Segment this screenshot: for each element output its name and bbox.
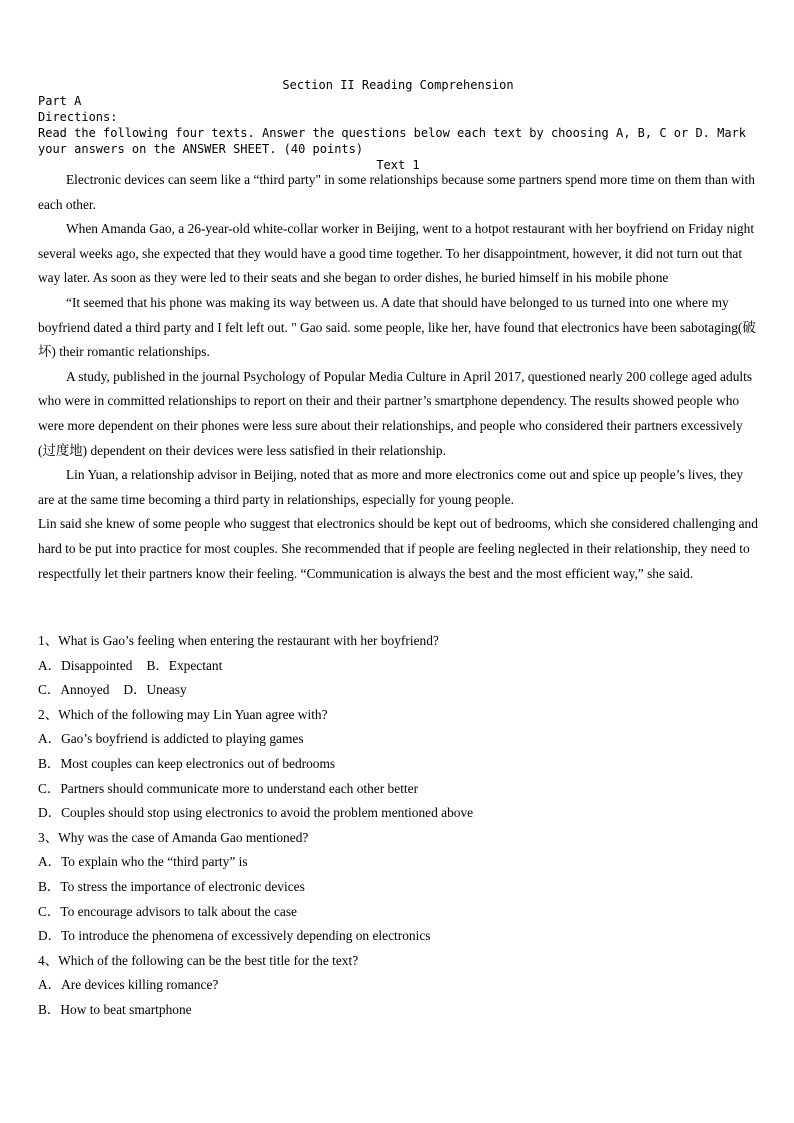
option-row xyxy=(38,801,758,826)
answer-option[interactable] xyxy=(38,731,304,746)
option-label: A． xyxy=(38,731,62,747)
question-stem xyxy=(38,703,758,728)
option-row xyxy=(38,752,758,777)
option-label: B． xyxy=(38,878,61,894)
option-text: Annoyed xyxy=(60,682,110,698)
option-label: B． xyxy=(146,657,169,673)
option-text: Expectant xyxy=(168,657,223,673)
question-text: Which of the following can be the best title for the text? xyxy=(58,952,359,968)
option-label: D． xyxy=(123,682,147,698)
directions-text: Read the following four texts. Answer the questions below each text by choosing A, B, C or D. Mark your answers on the ANSWER SHEET. (40 points) xyxy=(38,126,747,156)
directions-label: Directions: xyxy=(38,110,118,124)
option-label: A． xyxy=(38,977,62,993)
option-text: Uneasy xyxy=(146,682,187,698)
question-stem xyxy=(38,826,758,851)
option-text: To explain who the “third party” is xyxy=(61,854,248,870)
question-stem xyxy=(38,629,758,654)
option-text: Most couples can keep electronics out of bedrooms xyxy=(60,755,336,771)
option-label: C． xyxy=(38,903,61,919)
option-text: To encourage advisors to talk about the case xyxy=(60,903,297,919)
passage xyxy=(38,168,758,586)
answer-option[interactable] xyxy=(38,879,305,894)
question xyxy=(38,629,758,703)
passage-paragraph: A study, published in the journal Psychology of Popular Media Culture in April 2017, questioned nearly 200 college aged adults who were in committed relationships to report on their and their partner’s smartphone dependency. The results showed people who were more dependent on their phones were less sure about their relationships, and people who considered their partners excessively (过度地) dependent on their devices were less satisfied in their relationship. xyxy=(38,368,753,458)
option-label: D． xyxy=(38,928,62,944)
answer-option[interactable] xyxy=(146,658,222,673)
option-label: C． xyxy=(38,780,61,796)
passage-paragraph: When Amanda Gao, a 26-year-old white-collar worker in Beijing, went to a hotpot restaurant with her boyfriend on Friday night several weeks ago, she expected that they would have a good time together. To her disappointment, however, it did not turn out that way later. As soon as they were led to their seats and she began to order dishes, he buried himself in his mobile phone xyxy=(38,221,755,286)
passage-paragraph: Lin Yuan, a relationship advisor in Beijing, noted that as more and more electronics come out and spice up people’s lives, they are at the same time becoming a third party in relationships, especially for young people. xyxy=(38,467,744,507)
option-text: Disappointed xyxy=(61,657,133,673)
option-row xyxy=(38,875,758,900)
answer-option[interactable] xyxy=(38,756,335,771)
question-number: 2、 xyxy=(38,706,59,722)
option-text: Gao’s boyfriend is addicted to playing games xyxy=(61,731,304,747)
option-text: How to beat smartphone xyxy=(60,1001,192,1017)
answer-option[interactable] xyxy=(38,1002,192,1017)
answer-option[interactable] xyxy=(38,977,218,992)
question-text: Why was the case of Amanda Gao mentioned? xyxy=(58,829,309,845)
option-row xyxy=(38,850,758,875)
option-text: Couples should stop using electronics to avoid the problem mentioned above xyxy=(61,805,474,821)
option-row xyxy=(38,654,758,679)
question-text: Which of the following may Lin Yuan agree with? xyxy=(58,706,328,722)
answer-option[interactable] xyxy=(38,904,297,919)
option-text: To introduce the phenomena of excessively depending on electronics xyxy=(61,928,431,944)
question-number: 3、 xyxy=(38,829,59,845)
question-number: 1、 xyxy=(38,633,59,648)
option-row xyxy=(38,678,758,703)
question xyxy=(38,703,758,826)
answer-option[interactable] xyxy=(123,682,186,697)
option-label: B． xyxy=(38,755,61,771)
option-text: Partners should communicate more to understand each other better xyxy=(60,780,419,796)
option-label: A． xyxy=(38,657,62,673)
passage-paragraph: “It seemed that his phone was making its way between us. A date that should have belonged to us turned into one where my boyfriend dated a third party and I felt left out. " Gao said. some people, like her, have found that electronics have been sabotaging(破坏) their romantic relationships. xyxy=(38,294,756,360)
answer-option[interactable] xyxy=(38,805,473,820)
passage-paragraph: Lin said she knew of some people who suggest that electronics should be kept out of bedrooms, which she considered challenging and hard to be put into practice for most couples. She recommended that if people are feeling neglected in their relationship, they need to respectfully let their partners know their feeling. “Communication is always the best and the most efficient way,” she said. xyxy=(38,516,758,581)
section-title: Section II Reading Comprehension xyxy=(282,78,514,92)
option-label: C． xyxy=(38,682,61,698)
option-label: A． xyxy=(38,854,62,870)
option-text: To stress the importance of electronic devices xyxy=(60,878,305,894)
text-title: Text 1 xyxy=(376,158,420,172)
option-row xyxy=(38,727,758,752)
option-row xyxy=(38,973,758,998)
answer-option[interactable] xyxy=(38,658,132,673)
answer-option[interactable] xyxy=(38,682,109,697)
option-label: B． xyxy=(38,1001,61,1017)
option-label: D． xyxy=(38,805,62,821)
option-row xyxy=(38,777,758,802)
option-text: Are devices killing romance? xyxy=(61,977,219,993)
option-row xyxy=(38,900,758,925)
question-stem xyxy=(38,949,758,974)
question-list xyxy=(38,629,758,1023)
answer-option[interactable] xyxy=(38,854,248,869)
part-label: Part A xyxy=(38,94,82,108)
question-text: What is Gao’s feeling when entering the restaurant with her boyfriend? xyxy=(58,633,439,648)
answer-option[interactable] xyxy=(38,781,418,796)
question xyxy=(38,826,758,949)
option-row xyxy=(38,924,758,949)
passage-paragraph: Electronic devices can seem like a “third party" in some relationships because some partners spend more time on them than with each other. xyxy=(38,172,755,212)
answer-option[interactable] xyxy=(38,928,430,943)
question-number: 4、 xyxy=(38,952,59,968)
question xyxy=(38,949,758,1023)
option-row xyxy=(38,998,758,1023)
